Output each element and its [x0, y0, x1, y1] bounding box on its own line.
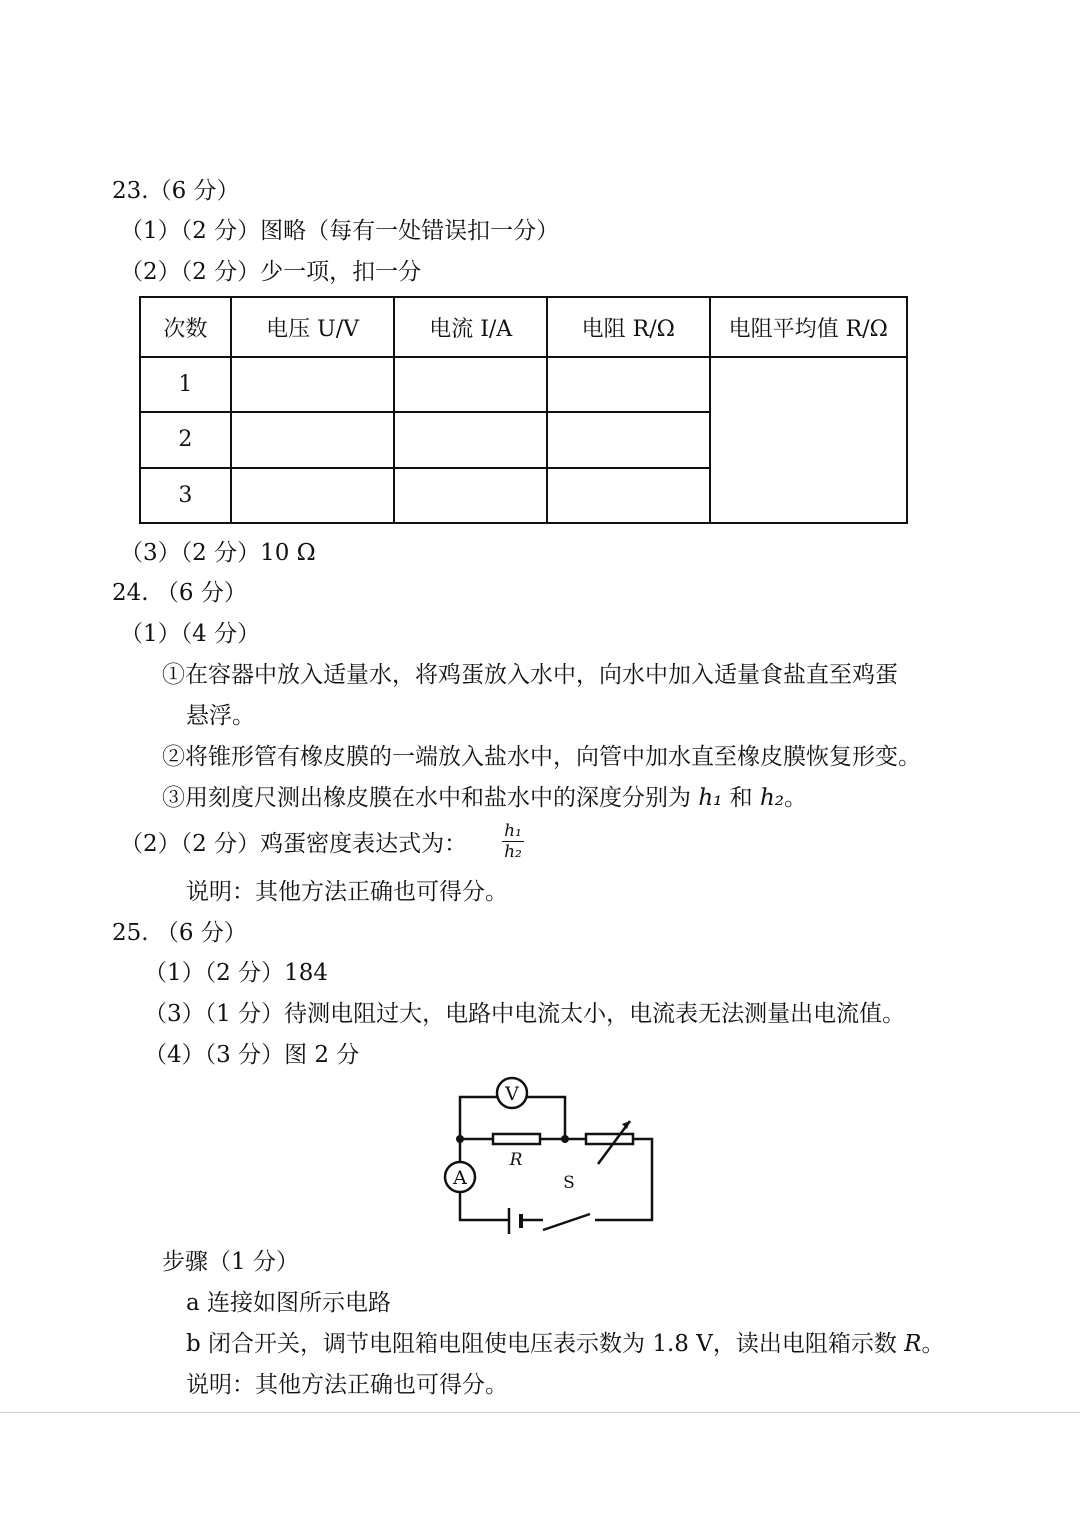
- q24-step2: ②将锥形管有橡皮膜的一端放入盐水中，向管中加水直至橡皮膜恢复形变。: [162, 744, 921, 770]
- fraction-numerator: h₁: [504, 821, 522, 841]
- density-expression: [502, 822, 524, 861]
- header-average-resistance: 电阻平均值 R/Ω: [710, 297, 907, 357]
- table-cell: [231, 468, 395, 523]
- switch-label: S: [563, 1173, 575, 1193]
- circuit-diagram: [430, 1072, 670, 1242]
- table-cell: [547, 412, 710, 467]
- q25-part1: （1）（2 分）184: [144, 960, 328, 986]
- q25-part4: （4）（3 分）图 2 分: [144, 1042, 360, 1068]
- table-cell: [547, 357, 710, 412]
- measurement-table: [139, 296, 908, 524]
- q24-part1: （1）（4 分）: [120, 621, 261, 647]
- q23-title: 23.（6 分）: [112, 178, 240, 204]
- q24-step3: ③用刻度尺测出橡皮膜在水中和盐水中的深度分别为 h₁ 和 h₂。: [162, 785, 808, 811]
- table-cell: [231, 357, 395, 412]
- table-cell: [394, 357, 547, 412]
- fraction-denominator: h₂: [504, 842, 522, 862]
- row-index: 2: [140, 412, 231, 467]
- junction-dot: [456, 1135, 464, 1143]
- resistance-box-icon: [586, 1134, 633, 1144]
- table-row: [140, 357, 907, 412]
- q25-step-b: b 闭合开关，调节电阻箱电阻使电压表示数为 1.8 V，读出电阻箱示数 R。: [186, 1331, 945, 1357]
- q24-part2: （2）（2 分）鸡蛋密度表达式为：: [120, 831, 468, 857]
- average-cell: [710, 357, 907, 523]
- page-divider: [0, 1412, 1080, 1413]
- row-index: 1: [140, 357, 231, 412]
- q24-title: 24. （6 分）: [112, 580, 247, 606]
- row-index: 3: [140, 468, 231, 523]
- voltmeter-label: V: [505, 1083, 519, 1105]
- q23-part3: （3）（2 分）10 Ω: [120, 540, 316, 566]
- ammeter-label: A: [453, 1167, 467, 1189]
- q23-part1: （1）（2 分）图略（每有一处错误扣一分）: [120, 218, 560, 244]
- table-header-row: [140, 297, 907, 357]
- header-resistance: 电阻 R/Ω: [547, 297, 710, 357]
- q24-step1: ①在容器中放入适量水，将鸡蛋放入水中，向水中加入适量食盐直至鸡蛋: [162, 662, 898, 688]
- q25-note: 说明：其他方法正确也可得分。: [186, 1372, 508, 1398]
- switch-blade: [543, 1214, 590, 1230]
- q25-steps-title: 步骤（1 分）: [162, 1249, 299, 1275]
- table-cell: [394, 468, 547, 523]
- q25-part3: （3）（1 分）待测电阻过大，电路中电流太小，电流表无法测量出电流值。: [144, 1001, 906, 1027]
- table-cell: [231, 412, 395, 467]
- header-count: 次数: [140, 297, 231, 357]
- junction-dot: [561, 1135, 569, 1143]
- table-cell: [394, 412, 547, 467]
- resistor-icon: [493, 1134, 540, 1144]
- q24-step1-cont: 悬浮。: [186, 703, 255, 729]
- variable-arrow-icon: [598, 1121, 630, 1164]
- header-current: 电流 I/A: [394, 297, 547, 357]
- q24-note: 说明：其他方法正确也可得分。: [186, 879, 508, 905]
- q25-step-a: a 连接如图所示电路: [186, 1290, 392, 1316]
- resistor-label: R: [509, 1150, 523, 1170]
- table-cell: [547, 468, 710, 523]
- q23-part2: （2）（2 分）少一项，扣一分: [120, 259, 422, 285]
- q25-title: 25. （6 分）: [112, 920, 247, 946]
- header-voltage: 电压 U/V: [231, 297, 395, 357]
